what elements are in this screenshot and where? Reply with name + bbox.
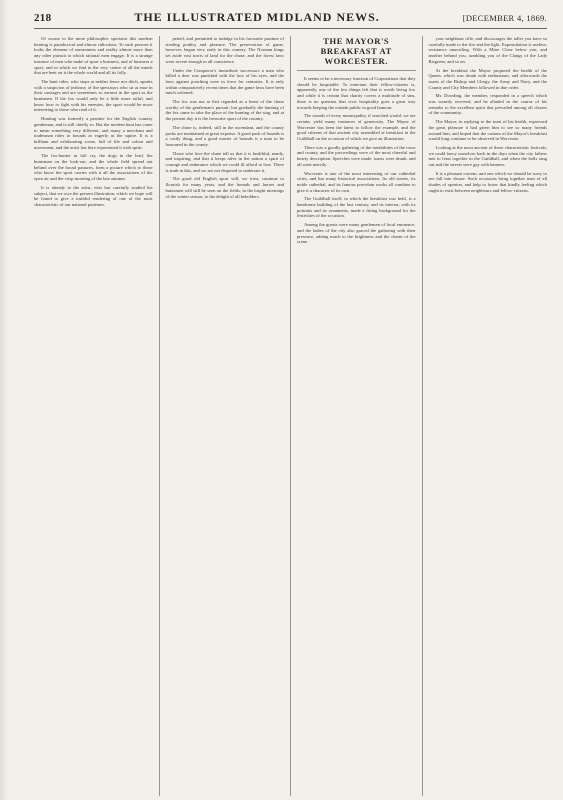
paragraph: your neighbour rifle, and discourages the taller you have so carefully made to the fire and the light. Expostulation is useless; resistance unavailing. With a Mitre Close below you, and another behind you, rumbling you of the Clangs of the Lady Bisgreen, and so on. <box>428 36 547 64</box>
paragraph: At the breakfast the Mayor proposed the health of the Queen, which was drunk with enthusiasm, and afterwards the toasts of the Bishop and Clergy, the Army and Navy, and the County and City Members followed in due order. <box>428 67 547 90</box>
paragraph: The Guildhall itself, in which the breakfast was held, is a handsome building of the last century, and its interior, with its portraits and its ornaments, made a fitting background for the festivities of the occasion. <box>297 196 416 219</box>
issue-date: [DECEMBER 4, 1869. <box>462 13 547 23</box>
paragraph: Mr. Dowding, the member, responded in a speech which was warmly received, and he alluded in the course of his remarks to the excellent spirit that prevailed among all classes of the community. <box>428 93 547 116</box>
paragraph: It is a pleasant custom, and one which we should be sorry to see fall into disuse. Such occasions bring together men of all shades of opinion, and help to foster that kindly feeling which ought to exist between neighbours and fellow-citizens. <box>428 170 547 193</box>
paragraph: It is already to the artist, who has carefully studied his subject, that we owe the present illustration, which we hope will be found to give a truthful rendering of one of the most characteristic of our national pastimes. <box>34 184 153 207</box>
paragraph: Worcester is one of the most interesting of our cathedral cities, and has many historical associations. Its old streets, its noble cathedral, and its famous porcelain works all combine to give it a character of its own. <box>297 170 416 193</box>
paragraph: petted, and permitted to indulge in his favourite pastime of stealing poultry and pleasure. The preservation of game, however, began very early in this country. The Norman kings set aside vast tracts of land for the chase, and the forest laws were severe enough in all conscience. <box>165 36 284 64</box>
paragraph: Among the guests were many gentlemen of local eminence, and the ladies of the city also graced the gathering with their presence, adding much to the brightness and the charm of the scene. <box>297 222 416 245</box>
page-gutter-shadow <box>0 0 8 800</box>
paragraph: It seems to be a necessary function of Corporations that they should be hospitable. To entertain their fellow-citizens is, apparently, one of the few things left that is worth living for; and while it is certain that charity covers a multitude of sins, there is no question that civic hospitality goes a great way towards keeping the outside public in good humour. <box>297 76 416 110</box>
paragraph: The good old English sport will, we trust, continue to flourish for many years, and the hounds and horses and huntsmen will still be seen on the fields, in the bright mornings of the winter season, to the delight of all beholders. <box>165 176 284 199</box>
column-3 <box>290 36 422 796</box>
paragraph: Hunting was formerly a pastime for the English country gentleman, and is still chiefly so. But the modern hunt has come to mean something very different, and many a merchant and tradesman rides to hounds as eagerly as the squire. It is a brilliant and exhilarating scene, full of life and colour and movement, and the artist has here represented it with spirit. <box>34 116 153 150</box>
paragraph: Those who love the chase tell us that it is healthful, manly, and inspiring, and that it keeps alive in the nation a spirit of courage and endurance which we could ill afford to lose. There is truth in this, and we are not disposed to underrate it. <box>165 150 284 173</box>
paragraph: The chase is, indeed, still in the ascendant, and the county packs are maintained at great expense. A good pack of hounds is a costly thing, and a good master of hounds is a man to be honoured in the county. <box>165 124 284 147</box>
paragraph: The fox was not at first regarded as a beast of the chase worthy of the gentleman's pursuit; but gradually the hunting of the fox came to take the place of the hunting of the stag, and at the present day it is the favourite sport of the country. <box>165 99 284 122</box>
paragraph: The rounds of every municipality, if searched would, we are certain, yield many instances of generosity. The Mayor of Worcester has been the latest to follow the example, and the good citizens of that ancient city assembled at breakfast in the Guildhall on the occasion of which we give an illustration. <box>297 113 416 142</box>
column-4 <box>422 36 548 796</box>
page-header <box>34 10 547 29</box>
paragraph: Looking at the most ancient of these characteristic festivals, we could fancy ourselves back in the days when the city fathers met to feast together in the Guildhall, and when the bells rang out and the streets were gay with banners. <box>428 144 547 168</box>
column-2 <box>159 36 291 796</box>
column-1 <box>34 36 159 796</box>
paragraph: The hunt rides, who stops at neither fence nor ditch, speaks with a suspicion of jealousy of the spectators who sit at ease in their carriages and are sometimes so earnest in the sport as the huntsmen. If the fox would only be a little more artful, and know how to fight with his enemies, the sport would be more interesting to those who read of it. <box>34 78 153 113</box>
article-heading <box>297 36 416 71</box>
paragraph: The Mayor, in replying to the toast of his health, expressed the great pleasure it had given him to see so many friends around him, and hoped that the custom of the Mayor's breakfast would long continue to be observed in Worcester. <box>428 119 547 142</box>
paragraph: Under the Conqueror's immediate successors a man who killed a deer was punished with the loss of his eyes, and the laws against poaching were in force for centuries. It is only within comparatively recent times that the game laws have been much softened. <box>165 67 284 96</box>
text-columns <box>34 36 547 796</box>
publication-title: THE ILLUSTRATED MIDLAND NEWS. <box>134 10 380 24</box>
article-title: THE MAYOR'S BREAKFAST AT WORCESTER. <box>320 36 392 66</box>
paragraph: The fox-hunter in full cry, the dogs in the lead, the huntsman on the look-out, and the whole field spread out behind over the broad pastures, form a picture which to those who know the sport carries with it all the associations of the open air and the crisp morning of the late autumn. <box>34 153 153 182</box>
page-number: 218 <box>34 12 52 24</box>
paragraph: Of course to the more philosophic spectator this modern hunting is paradoxical and almost ridiculous. To such persons it looks the element of earnestness and reality almost more than any other pursuit to which rational men engage. It is a strange instance of men who make of sport a business, and of business a sport, and in which we find in the very centre of all the minds that are bent on it the whole world and all its folly. <box>34 36 153 76</box>
paragraph: There was a goodly gathering of the notabilities of the town and county, and the proceedings were of the most cheerful and hearty description. Speeches were made, toasts were drunk, and all went merrily. <box>297 144 416 167</box>
